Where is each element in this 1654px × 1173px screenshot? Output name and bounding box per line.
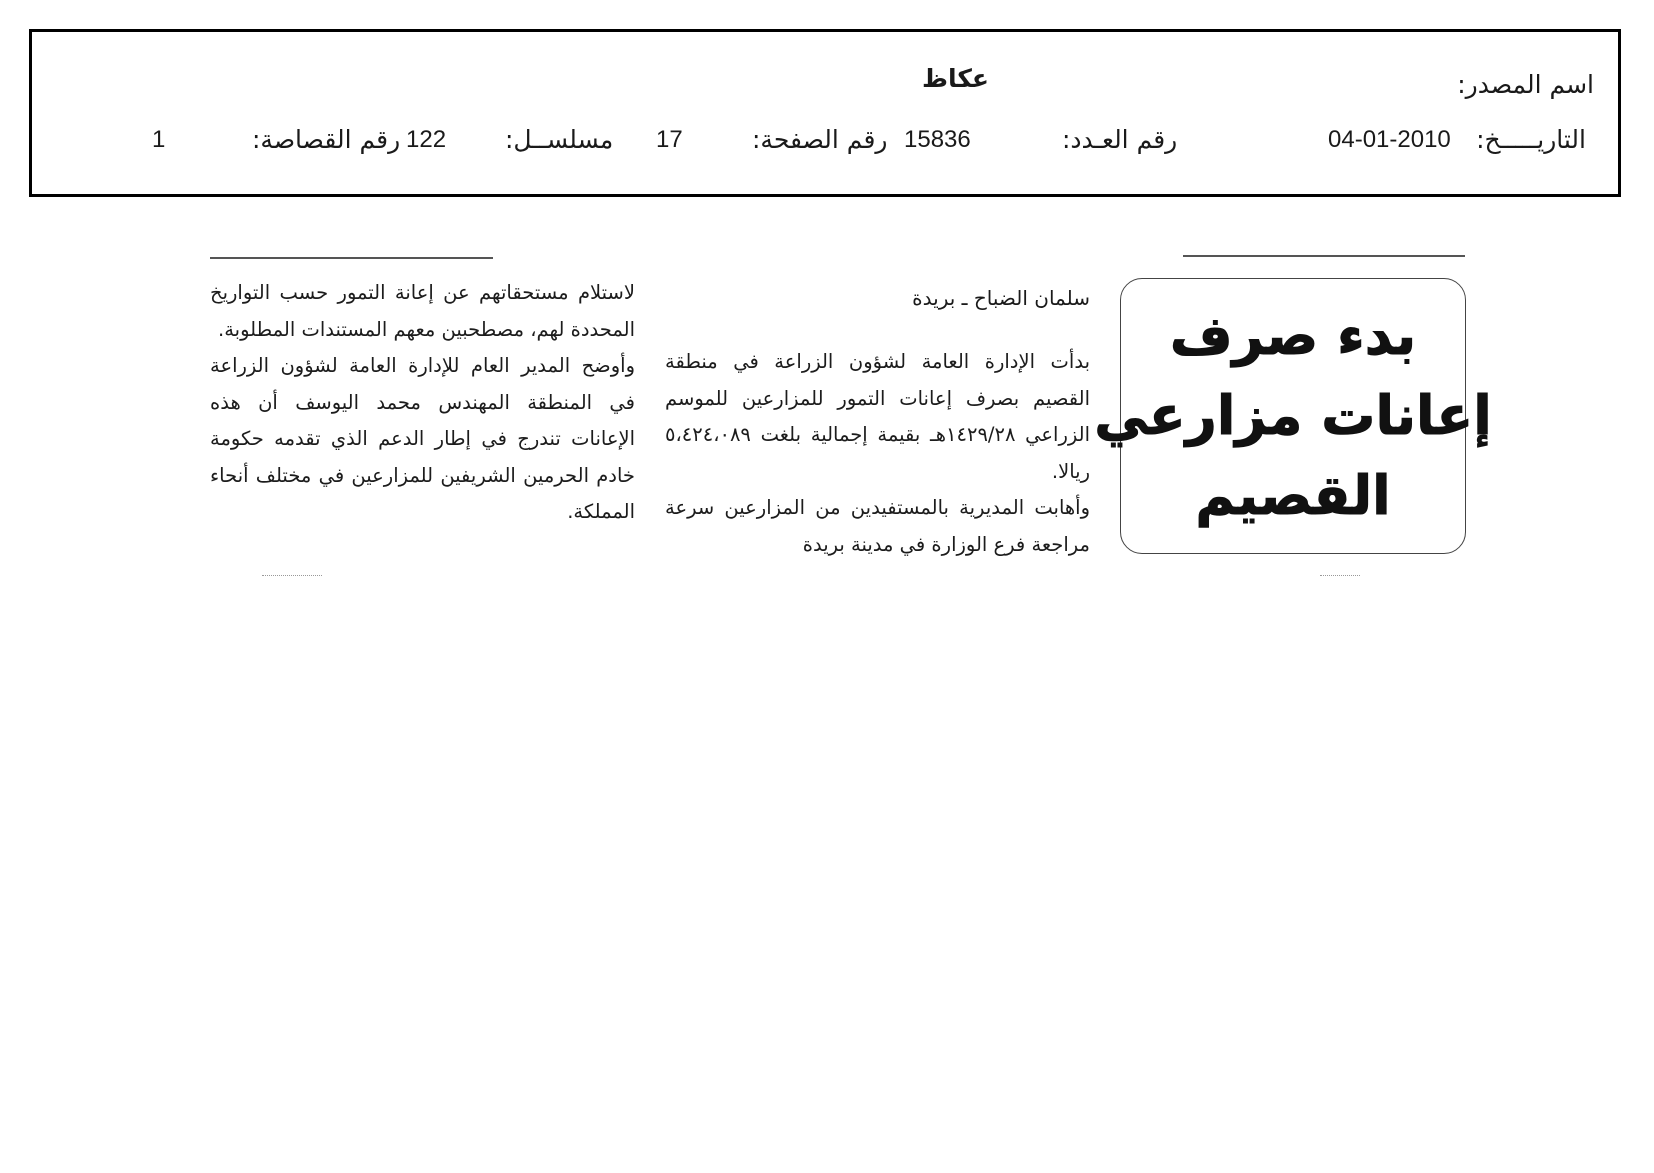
- headline-top-rule: [1183, 255, 1465, 257]
- column-top-rule: [210, 257, 493, 259]
- date-value: 04-01-2010: [1328, 126, 1451, 153]
- serial-label: مسلســل:: [505, 125, 614, 154]
- paragraph: بدأت الإدارة العامة لشؤون الزراعة في منطقة القصيم بصرف إعانات التمور للمزارعين للموسم الزراعي ١٤٢٩/٢٨هـ بقيمة إجمالية بلغت ٥،٤٢٤،٠٨٩ ريالا.: [665, 350, 1090, 483]
- paragraph: وأهابت المديرية بالمستفيدين من المزارعين سرعة مراجعة فرع الوزارة في مدينة بريدة: [665, 496, 1090, 556]
- article-column-left: [210, 275, 635, 531]
- clipping-header: [29, 29, 1621, 197]
- clipping-label: رقم القصاصة:: [252, 125, 401, 154]
- headline-box: [1094, 278, 1492, 554]
- page-value: 17: [656, 126, 683, 153]
- paragraph: لاستلام مستحقاتهم عن إعانة التمور حسب التواريخ المحددة لهم، مصطحبين معهم المستندات المطلوبة.: [210, 281, 635, 341]
- source-value: عكاظ: [922, 64, 989, 93]
- headline-line-1: بدء صرف: [1169, 304, 1417, 367]
- headline-line-3: القصيم: [1195, 464, 1391, 527]
- date-label: التاريـــــخ:: [1476, 125, 1586, 154]
- clipping-value: 1: [152, 126, 166, 153]
- byline: سلمان الضباح ـ بريدة: [912, 286, 1090, 310]
- headline-line-2: إعانات مزارعي: [1094, 384, 1492, 447]
- issue-value: 15836: [904, 126, 971, 153]
- serial-value: 122: [406, 126, 447, 153]
- page-label: رقم الصفحة:: [752, 125, 888, 154]
- issue-label: رقم العـدد:: [1062, 125, 1178, 154]
- paragraph: وأوضح المدير العام للإدارة العامة لشؤون الزراعة في المنطقة المهندس محمد اليوسف أن هذه الإعانات تندرج في إطار الدعم الذي تقدمه حكومة خادم الحرمين الشريفين للمزارعين في مختلف أنحاء المملكة.: [210, 354, 635, 523]
- scan-mark: [1320, 575, 1360, 578]
- scan-mark: [262, 575, 322, 578]
- source-label: اسم المصدر:: [1457, 70, 1594, 99]
- article-column-middle: [665, 344, 1090, 563]
